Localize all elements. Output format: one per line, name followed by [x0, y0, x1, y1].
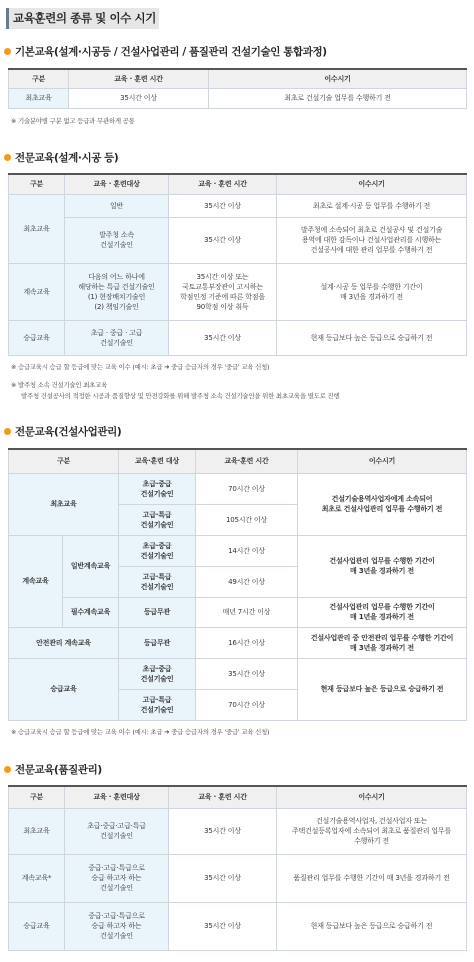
target-cell: 고급·특급 건설기술인	[119, 689, 196, 720]
design-section-title	[4, 150, 118, 165]
timing-cell: 건설사업관리 업무를 수행한 기간이 매 1년을 경과하기 전	[298, 597, 467, 627]
category-cell: 계속교육	[9, 535, 63, 627]
timing-cell: 현재 등급보다 높은 등급으로 승급하기 전	[298, 658, 467, 720]
category-cell: 계속교육	[9, 263, 65, 320]
col-header: 이수시기	[277, 786, 467, 808]
timing-cell: 건설사업관리 중 안전관리 업무를 수행한 기간이 매 3년을 경과하기 전	[298, 627, 467, 658]
col-header: 교육 · 훈련 시간	[169, 174, 277, 194]
target-cell: 중급·고급·특급으로 승급 하고자 하는 건설기술인	[65, 902, 169, 950]
category-cell: 최초교육	[9, 473, 119, 535]
target-cell: 다음의 어느 하나에 해당하는 특급 건설기술인 (1) 현장배치기술인 (2) 책임기술인	[65, 263, 169, 320]
hours-cell: 35시간 이상	[69, 88, 209, 108]
hours-cell: 49시간 이상	[196, 566, 298, 597]
cm-note: ※ 승급교육시 승급 할 등급에 맞는 교육 이수 (예시: 초급 ➔ 중급 승급자의 경우 '중급' 교육 신청)	[11, 728, 270, 736]
hours-cell: 35시간 이상 또는 국토교통부장관이 고시하는 학점인정 기준에 따른 학점을 90학점 이상 취득	[169, 263, 277, 320]
col-header: 구분	[9, 69, 69, 88]
design-note-2: ※ 발주청 소속 건설기술인 최초교육	[11, 381, 108, 389]
quality-table	[8, 785, 467, 951]
bullet-icon	[4, 48, 11, 55]
timing-cell: 현재 등급보다 높은 등급으로 승급하기 전	[277, 902, 467, 950]
col-header: 교육 · 훈련대상	[65, 786, 169, 808]
col-header: 교육 · 훈련대상	[65, 174, 169, 194]
timing-cell: 건설기술용역사업자, 건설사업자 또는 주택건설등록업자에 소속되어 최초로 품질관리 업무를 수행하기 전	[277, 808, 467, 854]
target-cell: 고급·특급 건설기술인	[119, 504, 196, 535]
col-header: 이수시기	[298, 449, 467, 473]
hours-cell: 매년 7시간 이상	[196, 597, 298, 627]
cm-table	[8, 448, 467, 721]
col-header: 이수시기	[277, 174, 467, 194]
timing-cell: 품질관리 업무를 수행한 기간이 매 3년을 경과하기 전	[277, 854, 467, 902]
target-cell: 중급·고급·특급으로 승급 하고자 하는 건설기술인	[65, 854, 169, 902]
col-header: 교육·훈련 시간	[196, 449, 298, 473]
target-cell: 초급·중급 건설기술인	[119, 535, 196, 566]
hours-cell: 35시간 이상	[169, 194, 277, 217]
quality-section-title	[4, 762, 102, 777]
bullet-icon	[4, 154, 11, 161]
category-cell: 승급교육	[9, 658, 119, 720]
target-cell: 발주청 소속 건설기술인	[65, 217, 169, 263]
category-cell: 최초교육	[9, 194, 65, 263]
category-cell: 승급교육	[9, 320, 65, 355]
target-cell: 초급·중급 건설기술인	[119, 473, 196, 504]
basic-section-title	[4, 44, 327, 59]
basic-note: ※ 기술분야별 구분 없고 등급과 무관하게 공통	[11, 117, 135, 125]
design-table	[8, 173, 467, 356]
col-header: 교육 · 훈련 시간	[169, 786, 277, 808]
target-cell: 초급 · 중급 · 고급 건설기술인	[65, 320, 169, 355]
subcategory-cell: 필수계속교육	[63, 597, 119, 627]
timing-cell: 설계·시공 등 업무를 수행한 기간이 매 3년을 경과하기 전	[277, 263, 467, 320]
subcategory-cell: 일반계속교육	[63, 535, 119, 597]
timing-cell: 최초로 건설기술 업무를 수행하기 전	[209, 88, 467, 108]
target-cell: 등급무관	[119, 627, 196, 658]
category-cell: 안전관리 계속교육	[9, 627, 119, 658]
hours-cell: 35시간 이상	[169, 854, 277, 902]
hours-cell: 35시간 이상	[169, 217, 277, 263]
col-header: 이수시기	[209, 69, 467, 88]
design-note-3: 발주청 건설공사의 적정한 시공과 품질향상 및 안전강화를 위해 발주청 소속 건설기술인을 위한 최초교육을 별도로 진행	[21, 392, 340, 400]
category-cell: 최초교육	[9, 808, 65, 854]
timing-cell: 건설기술용역사업자에게 소속되어 최초로 건설사업관리 업무를 수행하기 전	[298, 473, 467, 535]
design-note-1: ※ 승급교육시 승급 할 등급에 맞는 교육 이수 (예시: 초급 ➔ 중급 승급자의 경우 '중급' 교육 신청)	[11, 363, 270, 371]
timing-cell: 최초로 설계·시공 등 업무를 수행하기 전	[277, 194, 467, 217]
timing-cell: 건설사업관리 업무를 수행한 기간이 매 3년을 경과하기 전	[298, 535, 467, 597]
timing-cell: 발주청에 소속되어 최초로 건설공사 및 건설기술 용역에 대한 감독이나 건설사업관리를 시행하는 건설공사에 대한 관리 업무를 수행하기 전	[277, 217, 467, 263]
target-cell: 고급·특급 건설기술인	[119, 566, 196, 597]
bullet-icon	[4, 428, 11, 435]
col-header: 구분	[9, 174, 65, 194]
target-cell: 등급무관	[119, 597, 196, 627]
hours-cell: 70시간 이상	[196, 689, 298, 720]
hours-cell: 35시간 이상	[169, 320, 277, 355]
category-cell: 승급교육	[9, 902, 65, 950]
hours-cell: 70시간 이상	[196, 473, 298, 504]
design-section-title-text: 전문교육(설계·시공 등)	[15, 152, 119, 164]
col-header: 구분	[9, 449, 119, 473]
hours-cell: 35시간 이상	[169, 808, 277, 854]
basic-section-title-text: 기본교육(설계·시공등 / 건설사업관리 / 품질관리 건설기술인 통합과정)	[15, 46, 327, 58]
target-cell: 초급·중급·고급·특급 건설기술인	[65, 808, 169, 854]
category-cell: 계속교육*	[9, 854, 65, 902]
hours-cell: 16시간 이상	[196, 627, 298, 658]
hours-cell: 35시간 이상	[196, 658, 298, 689]
hours-cell: 14시간 이상	[196, 535, 298, 566]
col-header: 교육 · 훈련 시간	[69, 69, 209, 88]
cm-section-title-text: 전문교육(건설사업관리)	[15, 426, 122, 438]
cm-section-title	[4, 424, 121, 439]
category-cell: 최초교육	[9, 88, 69, 108]
quality-section-title-text: 전문교육(품질관리)	[15, 764, 102, 776]
col-header: 교육·훈련 대상	[119, 449, 196, 473]
page-title: 교육훈련의 종류 및 이수 시기	[6, 8, 159, 29]
target-cell: 초급·중급 건설기술인	[119, 658, 196, 689]
bullet-icon	[4, 766, 11, 773]
basic-table	[8, 68, 467, 109]
col-header: 구분	[9, 786, 65, 808]
hours-cell: 105시간 이상	[196, 504, 298, 535]
hours-cell: 35시간 이상	[169, 902, 277, 950]
target-cell: 일반	[65, 194, 169, 217]
timing-cell: 현재 등급보다 높은 등급으로 승급하기 전	[277, 320, 467, 355]
